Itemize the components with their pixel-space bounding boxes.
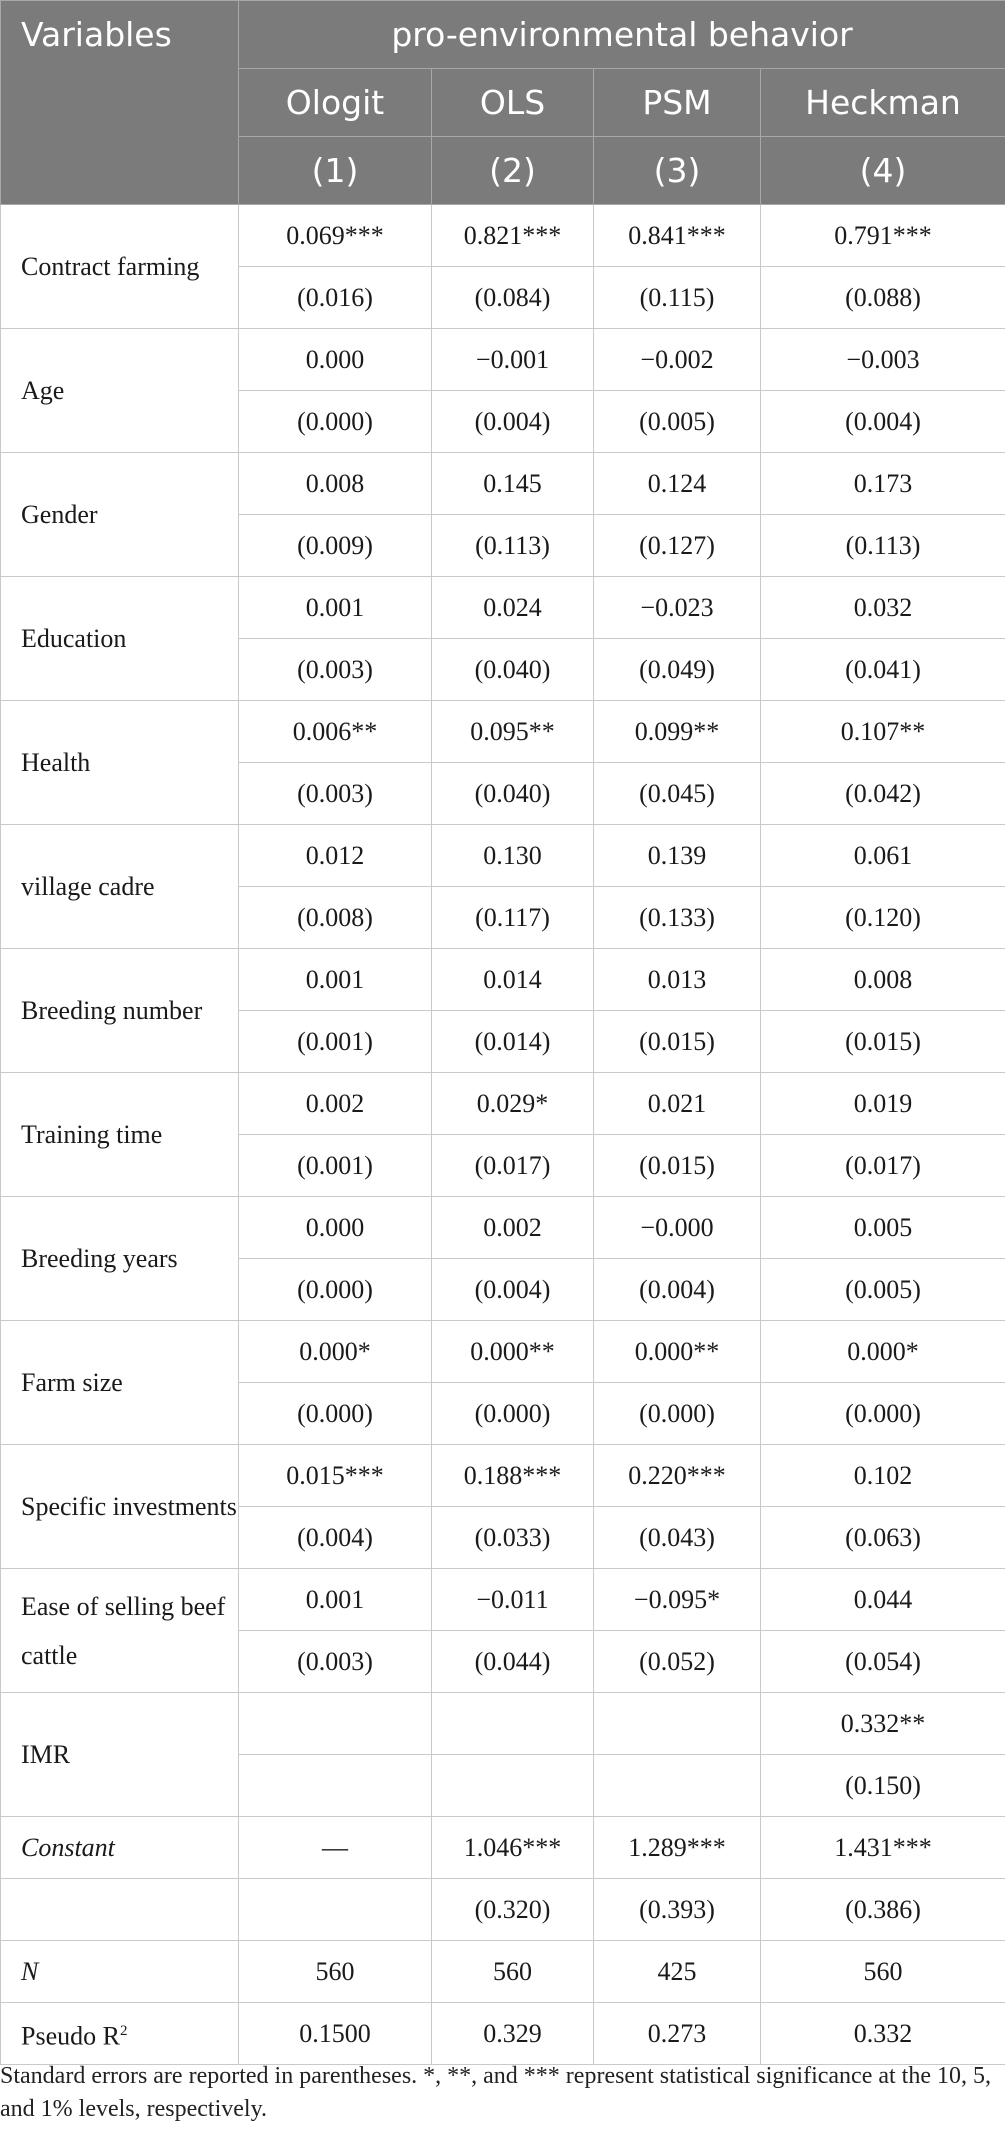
se-cell: (0.133)	[594, 887, 761, 949]
se-cell: (0.015)	[594, 1011, 761, 1073]
coef-cell: −0.003	[761, 329, 1005, 391]
coef-cell: 0.006**	[239, 701, 432, 763]
row-label-specific-investments: Specific investments	[1, 1445, 239, 1569]
se-cell: (0.000)	[239, 391, 432, 453]
coef-cell: 0.095**	[432, 701, 594, 763]
table-row	[1, 1569, 1005, 1631]
coef-cell: 0.332**	[761, 1693, 1005, 1755]
coef-cell: 0.019	[761, 1073, 1005, 1135]
r2-cell: 0.1500	[239, 2003, 432, 2065]
se-cell: (0.115)	[594, 267, 761, 329]
se-cell: (0.005)	[594, 391, 761, 453]
coef-cell: 0.024	[432, 577, 594, 639]
table-row	[1, 1445, 1005, 1507]
coef-cell: 0.107**	[761, 701, 1005, 763]
table-row	[1, 1693, 1005, 1755]
se-cell: (0.004)	[761, 391, 1005, 453]
coef-cell: −0.000	[594, 1197, 761, 1259]
coef-cell: 1.046***	[432, 1817, 594, 1879]
coef-cell: 0.015***	[239, 1445, 432, 1507]
table-row	[1, 825, 1005, 887]
coef-cell: 0.000	[239, 1197, 432, 1259]
se-cell: (0.000)	[432, 1383, 594, 1445]
model-header-ols: OLS	[432, 69, 594, 137]
se-cell: (0.113)	[761, 515, 1005, 577]
variables-header: Variables	[1, 1, 239, 205]
se-cell: (0.040)	[432, 639, 594, 701]
se-cell	[239, 1879, 432, 1941]
se-cell	[239, 1755, 432, 1817]
table-footnote: Standard errors are reported in parentheses. *, **, and *** represent statistical significance at the 10, 5, and 1% levels, respectively.	[0, 2063, 991, 2122]
coef-cell: 0.069***	[239, 205, 432, 267]
se-cell: (0.052)	[594, 1631, 761, 1693]
pseudo-r-text: Pseudo R	[21, 2021, 120, 2051]
coef-cell: 0.841***	[594, 205, 761, 267]
coef-cell: 0.001	[239, 577, 432, 639]
se-cell: (0.008)	[239, 887, 432, 949]
se-cell: (0.004)	[594, 1259, 761, 1321]
coef-cell: 0.130	[432, 825, 594, 887]
row-label-breeding-years: Breeding years	[1, 1197, 239, 1321]
table-row	[1, 205, 1005, 267]
row-label-gender: Gender	[1, 453, 239, 577]
se-cell: (0.017)	[761, 1135, 1005, 1197]
model-header-psm: PSM	[594, 69, 761, 137]
table-row	[1, 1073, 1005, 1135]
table-row	[1, 1197, 1005, 1259]
se-cell: (0.004)	[432, 1259, 594, 1321]
se-cell: (0.150)	[761, 1755, 1005, 1817]
coef-cell: 0.099**	[594, 701, 761, 763]
coef-cell: 0.002	[239, 1073, 432, 1135]
table-row	[1, 329, 1005, 391]
row-label-breeding-number: Breeding number	[1, 949, 239, 1073]
table-header	[1, 1, 1005, 205]
table-body	[1, 205, 1005, 2065]
pseudo-r-superscript: 2	[119, 2022, 128, 2039]
coef-cell: 0.000*	[239, 1321, 432, 1383]
coef-cell: 0.000*	[761, 1321, 1005, 1383]
se-cell: (0.063)	[761, 1507, 1005, 1569]
se-cell: (0.393)	[594, 1879, 761, 1941]
table-row	[1, 949, 1005, 1011]
se-cell: (0.054)	[761, 1631, 1005, 1693]
coef-cell: 0.008	[761, 949, 1005, 1011]
model-header-ologit: Ologit	[239, 69, 432, 137]
se-cell	[432, 1755, 594, 1817]
coef-cell: 0.220***	[594, 1445, 761, 1507]
coef-cell: 0.014	[432, 949, 594, 1011]
se-cell: (0.017)	[432, 1135, 594, 1197]
se-cell	[594, 1755, 761, 1817]
n-cell: 560	[432, 1941, 594, 2003]
row-label-n: N	[1, 1941, 239, 2003]
column-number-3: (3)	[594, 137, 761, 205]
se-cell: (0.016)	[239, 267, 432, 329]
table-row	[1, 1817, 1005, 1879]
se-cell: (0.386)	[761, 1879, 1005, 1941]
se-cell: (0.117)	[432, 887, 594, 949]
r2-cell: 0.332	[761, 2003, 1005, 2065]
n-cell: 560	[239, 1941, 432, 2003]
se-cell: (0.049)	[594, 639, 761, 701]
se-cell: (0.084)	[432, 267, 594, 329]
n-cell: 425	[594, 1941, 761, 2003]
table-row	[1, 577, 1005, 639]
se-cell: (0.041)	[761, 639, 1005, 701]
coef-cell: 1.431***	[761, 1817, 1005, 1879]
r2-cell: 0.329	[432, 2003, 594, 2065]
row-label-education: Education	[1, 577, 239, 701]
se-cell: (0.045)	[594, 763, 761, 825]
se-cell: (0.040)	[432, 763, 594, 825]
coef-cell: 0.005	[761, 1197, 1005, 1259]
coef-cell: 0.188***	[432, 1445, 594, 1507]
coef-cell: −0.002	[594, 329, 761, 391]
se-cell: (0.320)	[432, 1879, 594, 1941]
coef-cell: 0.029*	[432, 1073, 594, 1135]
group-header: pro-environmental behavior	[239, 1, 1005, 69]
row-label-training-time: Training time	[1, 1073, 239, 1197]
coef-cell: 0.008	[239, 453, 432, 515]
row-label-ease-of-selling-beef-cattle: Ease of selling beef cattle	[1, 1569, 239, 1693]
coef-cell: 0.821***	[432, 205, 594, 267]
row-label-age: Age	[1, 329, 239, 453]
se-cell: (0.003)	[239, 639, 432, 701]
coef-cell: —	[239, 1817, 432, 1879]
coef-cell: 0.145	[432, 453, 594, 515]
se-cell: (0.044)	[432, 1631, 594, 1693]
coef-cell: 0.012	[239, 825, 432, 887]
se-cell: (0.000)	[239, 1383, 432, 1445]
se-cell: (0.004)	[239, 1507, 432, 1569]
se-cell: (0.043)	[594, 1507, 761, 1569]
coef-cell: 0.173	[761, 453, 1005, 515]
se-cell: (0.088)	[761, 267, 1005, 329]
coef-cell: 0.000**	[594, 1321, 761, 1383]
se-cell: (0.000)	[761, 1383, 1005, 1445]
coef-cell: 0.139	[594, 825, 761, 887]
se-cell: (0.000)	[594, 1383, 761, 1445]
se-cell: (0.120)	[761, 887, 1005, 949]
table-row	[1, 1879, 1005, 1941]
coef-cell: 0.044	[761, 1569, 1005, 1631]
table-row	[1, 701, 1005, 763]
se-cell: (0.113)	[432, 515, 594, 577]
coef-cell: 0.000	[239, 329, 432, 391]
constant-se-label-empty	[1, 1879, 239, 1941]
coef-cell: 0.124	[594, 453, 761, 515]
table-row	[1, 1941, 1005, 2003]
table-row	[1, 2003, 1005, 2065]
table-row	[1, 453, 1005, 515]
se-cell: (0.003)	[239, 763, 432, 825]
se-cell: (0.042)	[761, 763, 1005, 825]
se-cell: (0.015)	[594, 1135, 761, 1197]
coef-cell: −0.011	[432, 1569, 594, 1631]
column-number-2: (2)	[432, 137, 594, 205]
coef-cell: 0.001	[239, 949, 432, 1011]
column-number-1: (1)	[239, 137, 432, 205]
se-cell: (0.014)	[432, 1011, 594, 1073]
row-label-health: Health	[1, 701, 239, 825]
coef-cell: 0.013	[594, 949, 761, 1011]
n-cell: 560	[761, 1941, 1005, 2003]
coef-cell: 0.061	[761, 825, 1005, 887]
coef-cell	[239, 1693, 432, 1755]
se-cell: (0.004)	[432, 391, 594, 453]
table-row	[1, 1321, 1005, 1383]
se-cell: (0.003)	[239, 1631, 432, 1693]
coef-cell: 0.002	[432, 1197, 594, 1259]
row-label-village-cadre: village cadre	[1, 825, 239, 949]
se-cell: (0.000)	[239, 1259, 432, 1321]
coef-cell: 1.289***	[594, 1817, 761, 1879]
coef-cell: 0.102	[761, 1445, 1005, 1507]
coef-cell: 0.001	[239, 1569, 432, 1631]
row-label-contract-farming: Contract farming	[1, 205, 239, 329]
se-cell: (0.127)	[594, 515, 761, 577]
coef-cell	[594, 1693, 761, 1755]
coef-cell: −0.001	[432, 329, 594, 391]
row-label-constant: Constant	[1, 1817, 239, 1879]
row-label-pseudo-r2	[1, 2003, 239, 2065]
row-label-imr: IMR	[1, 1693, 239, 1817]
se-cell: (0.033)	[432, 1507, 594, 1569]
se-cell: (0.015)	[761, 1011, 1005, 1073]
se-cell: (0.005)	[761, 1259, 1005, 1321]
coef-cell: 0.000**	[432, 1321, 594, 1383]
coef-cell: −0.095*	[594, 1569, 761, 1631]
column-number-4: (4)	[761, 137, 1005, 205]
coef-cell: 0.791***	[761, 205, 1005, 267]
coef-cell	[432, 1693, 594, 1755]
coef-cell: 0.021	[594, 1073, 761, 1135]
se-cell: (0.001)	[239, 1135, 432, 1197]
row-label-farm-size: Farm size	[1, 1321, 239, 1445]
coef-cell: 0.032	[761, 577, 1005, 639]
se-cell: (0.001)	[239, 1011, 432, 1073]
coef-cell: −0.023	[594, 577, 761, 639]
model-header-heckman: Heckman	[761, 69, 1005, 137]
r2-cell: 0.273	[594, 2003, 761, 2065]
se-cell: (0.009)	[239, 515, 432, 577]
